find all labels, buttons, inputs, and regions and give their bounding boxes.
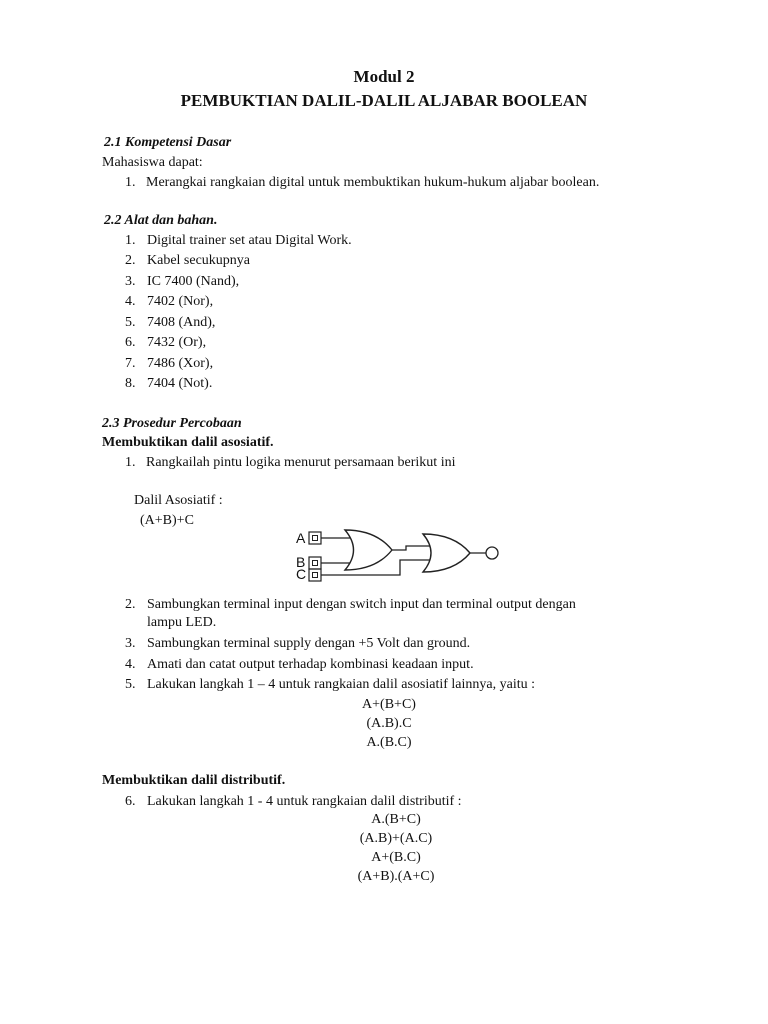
kompetensi-intro: Mahasiswa dapat: bbox=[102, 155, 203, 170]
list-item: Sambungkan terminal input dengan switch input dan terminal output dengan bbox=[147, 597, 576, 612]
expression: (A.B).C bbox=[366, 716, 412, 731]
list-number: 4. bbox=[125, 294, 136, 309]
list-number: 1. bbox=[125, 233, 136, 248]
list-number: 3. bbox=[125, 636, 136, 651]
list-item: Kabel secukupnya bbox=[147, 253, 251, 268]
list-item: 7432 (Or), bbox=[147, 335, 207, 350]
output-terminal bbox=[486, 547, 498, 559]
input-label-a: A bbox=[296, 530, 306, 546]
list-item: Lakukan langkah 1 – 4 untuk rangkaian dalil asosiatif lainnya, yaitu : bbox=[147, 677, 536, 692]
list-item: IC 7400 (Nand), bbox=[147, 274, 240, 289]
list-number: 3. bbox=[125, 274, 136, 289]
list-item: Digital trainer set atau Digital Work. bbox=[147, 233, 352, 248]
input-terminal-c bbox=[309, 569, 321, 581]
list-item: 7408 (And), bbox=[147, 315, 216, 330]
list-item: Lakukan langkah 1 - 4 untuk rangkaian dalil distributif : bbox=[147, 794, 462, 809]
input-label-b: B bbox=[296, 554, 306, 570]
list-item: Merangkai rangkaian digital untuk membuktikan hukum-hukum aljabar boolean. bbox=[146, 175, 600, 190]
list-number: 5. bbox=[125, 315, 136, 330]
input-terminal-b bbox=[309, 557, 321, 569]
list-number: 1. bbox=[125, 455, 136, 470]
expression: A.(B+C) bbox=[371, 812, 421, 827]
list-number: 4. bbox=[125, 657, 136, 672]
list-item: 7486 (Xor), bbox=[147, 356, 214, 371]
list-number: 8. bbox=[125, 376, 136, 391]
list-number: 1. bbox=[125, 175, 136, 190]
list-item: Amati dan catat output terhadap kombinasi keadaan input. bbox=[147, 657, 474, 672]
or-gate-2 bbox=[423, 534, 470, 572]
list-number: 6. bbox=[125, 335, 136, 350]
expression: A+(B+C) bbox=[362, 697, 416, 712]
list-number: 2. bbox=[125, 597, 136, 612]
input-label-c: C bbox=[296, 566, 307, 582]
expression: A+(B.C) bbox=[371, 850, 421, 865]
subheading-asosiatif: Membuktikan dalil asosiatif. bbox=[102, 435, 274, 450]
expression: (A+B).(A+C) bbox=[357, 869, 435, 884]
expression: A.(B.C) bbox=[366, 735, 412, 750]
dalil-label: Dalil Asosiatif : bbox=[134, 493, 223, 508]
section-heading-kompetensi: 2.1 Kompetensi Dasar bbox=[104, 135, 232, 150]
input-terminal-a bbox=[309, 532, 321, 544]
dalil-expression: (A+B)+C bbox=[140, 513, 194, 528]
list-number: 7. bbox=[125, 356, 136, 371]
module-number: Modul 2 bbox=[353, 67, 415, 86]
list-number: 5. bbox=[125, 677, 136, 692]
list-item: Rangkailah pintu logika menurut persamaan berikut ini bbox=[146, 455, 456, 470]
subheading-distributif: Membuktikan dalil distributif. bbox=[102, 773, 286, 788]
logic-circuit-diagram bbox=[290, 524, 510, 588]
section-heading-alat: 2.2 Alat dan bahan. bbox=[104, 213, 218, 228]
page-title: PEMBUKTIAN DALIL-DALIL ALJABAR BOOLEAN bbox=[180, 91, 588, 110]
list-item: 7402 (Nor), bbox=[147, 294, 214, 309]
list-item: Sambungkan terminal supply dengan +5 Volt dan ground. bbox=[147, 636, 471, 651]
or-gate-1 bbox=[345, 530, 392, 570]
list-number: 2. bbox=[125, 253, 136, 268]
list-item-continuation: lampu LED. bbox=[147, 615, 217, 630]
list-number: 6. bbox=[125, 794, 136, 809]
expression: (A.B)+(A.C) bbox=[359, 831, 433, 846]
list-item: 7404 (Not). bbox=[147, 376, 213, 391]
section-heading-prosedur: 2.3 Prosedur Percobaan bbox=[102, 416, 242, 431]
